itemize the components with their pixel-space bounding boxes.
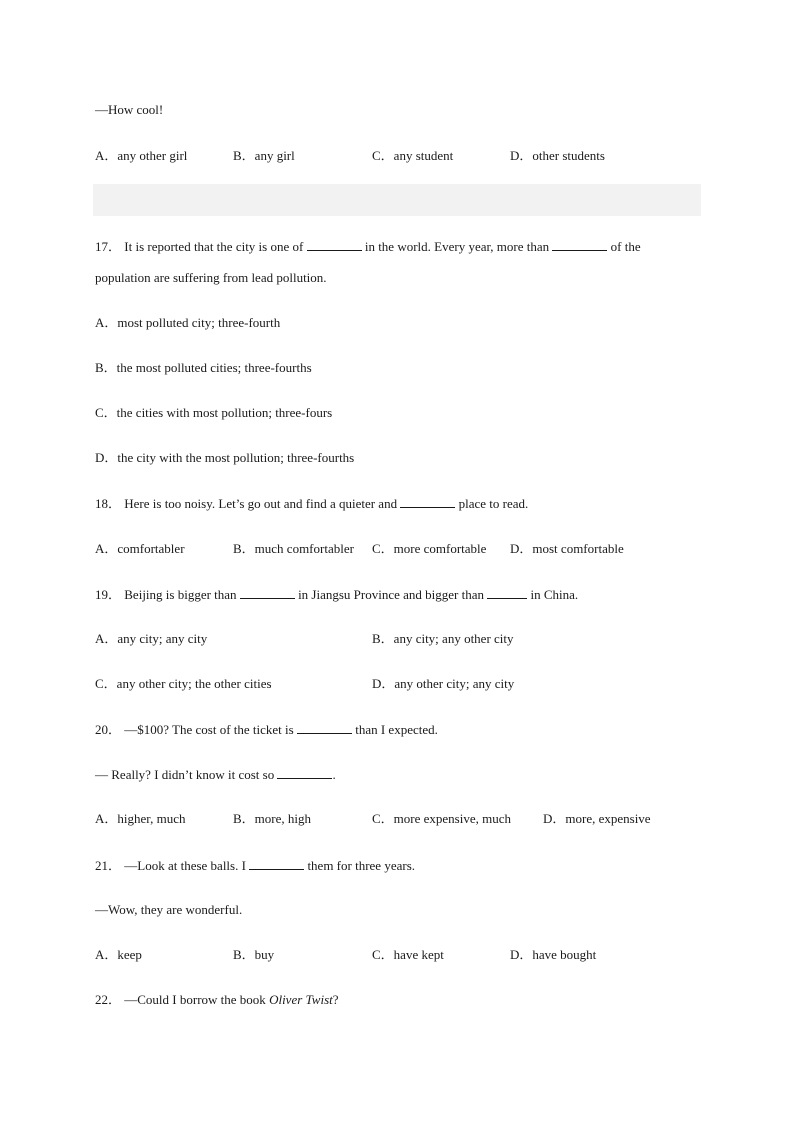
q21-option-d: D．have bought (510, 947, 597, 962)
q18-option-d: D．most comfortable (510, 541, 624, 556)
question-text: them for three years. (307, 858, 415, 873)
q20-option-b: B．more, high (233, 811, 311, 826)
question-text: It is reported that the city is one of (124, 239, 304, 254)
question-21-line2: —Wow, they are wonderful. (95, 902, 243, 917)
question-text: in the world. Every year, more than (364, 239, 550, 254)
answer-blank (307, 238, 362, 251)
q18-option-c: C．more comfortable (372, 541, 487, 556)
question-19 (95, 586, 578, 603)
q17-option-d: D．the city with the most pollution; three-fourths (95, 450, 355, 465)
answer-blank (400, 495, 455, 508)
answer-blank (240, 586, 295, 599)
intro-option-c: C．any student (372, 148, 454, 163)
intro-option-b: B．any girl (233, 148, 295, 163)
answer-blank (249, 857, 304, 870)
question-text: —Could I borrow the book (124, 992, 266, 1007)
question-text: —$100? The cost of the ticket is (124, 722, 294, 737)
question-20-line2 (95, 766, 336, 783)
q20-option-d: D．more, expensive (543, 811, 651, 826)
question-18 (95, 495, 528, 512)
question-text: ? (332, 992, 339, 1007)
question-number: 22． (95, 992, 122, 1007)
q19-option-c: C．any other city; the other cities (95, 676, 272, 691)
question-text: than I expected. (355, 722, 438, 737)
answer-blank (487, 586, 527, 599)
question-number: 21． (95, 858, 122, 873)
q18-option-b: B．much comfortabler (233, 541, 354, 556)
q19-option-b: B．any city; any other city (372, 631, 514, 646)
q20-option-c: C．more expensive, much (372, 811, 511, 826)
q21-option-c: C．have kept (372, 947, 444, 962)
q21-option-b: B．buy (233, 947, 275, 962)
question-17 (95, 238, 641, 255)
question-number: 17． (95, 239, 122, 254)
question-text: in Jiangsu Province and bigger than (298, 587, 484, 602)
question-text: of the (610, 239, 641, 254)
question-22 (95, 992, 339, 1008)
question-text: place to read. (458, 496, 529, 511)
question-text: Here is too noisy. Let’s go out and find a quieter and (124, 496, 398, 511)
intro-option-a: A．any other girl (95, 148, 188, 163)
question-21 (95, 857, 415, 874)
question-number: 18． (95, 496, 122, 511)
separator-band (93, 184, 701, 216)
q17-option-c: C．the cities with most pollution; three-fours (95, 405, 333, 420)
question-number: 19． (95, 587, 122, 602)
q20-option-a: A．higher, much (95, 811, 186, 826)
answer-blank (277, 766, 332, 779)
question-text: — Really? I didn’t know it cost so (95, 767, 275, 782)
q19-option-d: D．any other city; any city (372, 676, 515, 691)
answer-blank (552, 238, 607, 251)
intro-option-d: D．other students (510, 148, 605, 163)
question-text: in China. (530, 587, 579, 602)
question-20 (95, 721, 438, 738)
answer-blank (297, 721, 352, 734)
q17-option-b: B．the most polluted cities; three-fourths (95, 360, 312, 375)
question-text: . (332, 767, 336, 782)
question-text: —Look at these balls. I (124, 858, 246, 873)
q17-option-a: A．most polluted city; three-fourth (95, 315, 281, 330)
q18-option-a: A．comfortabler (95, 541, 185, 556)
book-title: Oliver Twist (269, 992, 333, 1007)
question-17-line2: population are suffering from lead pollution. (95, 270, 327, 285)
question-text: Beijing is bigger than (124, 587, 237, 602)
q21-option-a: A．keep (95, 947, 142, 962)
reply-line: —How cool! (95, 102, 164, 117)
q19-option-a: A．any city; any city (95, 631, 208, 646)
question-number: 20． (95, 722, 122, 737)
